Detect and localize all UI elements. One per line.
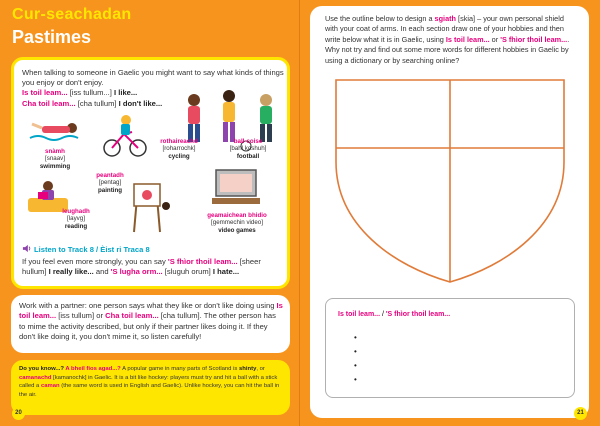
intro-text: When talking to someone in Gaelic you might want to say what kinds of things you enjoy or don't enjoy. Is toil leam... [iss tullum...] I like... Cha toil leam... [cha tullum] I don't like... bbox=[22, 68, 284, 108]
label-cycling: rothaireachd [roharrochk] cycling bbox=[160, 138, 198, 160]
label-video-games: geamaichean bhidio [gemmechin video] video games bbox=[207, 212, 267, 234]
shield-instructions: Use the outline below to design a sgiath [skia] – your own personal shield with your coat of arms. In each section draw one of your hobbies and then write below what it is in Gaelic, using Is toil leam... or 'S fhìor thoil leam.... Why not try and find out some more words for different hobbies in Gaelic by using a dictionary or by searching online? bbox=[325, 14, 570, 65]
partner-activity-panel bbox=[11, 295, 290, 353]
page-number-left: 20 bbox=[12, 407, 25, 420]
answer-bullet[interactable]: • bbox=[354, 361, 357, 370]
speaker-icon bbox=[22, 244, 31, 253]
label-swimming: snàmh [snaav] swimming bbox=[39, 148, 71, 170]
video-games-illustration bbox=[210, 164, 262, 208]
answer-box-heading: Is toil leam... / 'S fhìor thoil leam... bbox=[338, 311, 451, 318]
answer-bullet[interactable]: • bbox=[354, 375, 357, 384]
page-number-right: 21 bbox=[574, 407, 587, 420]
right-page bbox=[300, 0, 600, 426]
answer-bullet[interactable]: • bbox=[354, 333, 357, 342]
listen-track[interactable]: Listen to Track 8 / Èist ri Traca 8 bbox=[22, 244, 150, 254]
title-gaelic: Cur-seachadan bbox=[12, 6, 132, 23]
strong-feelings-text: If you feel even more strongly, you can say 'S fhìor thoil leam... [sheer hullum] I really like... and 'S lugha orm... [sluguh orum] I hate... bbox=[22, 257, 261, 277]
partner-activity-text: Work with a partner: one person says what they like or don't like doing using Is toil leam... [iss tullum] or Cha toil leam... [cha tullum]. The other person has to mime the activity described, but only if their partner likes doing it. If they don't like doing it, you don't mime it, so listen carefully! bbox=[19, 301, 283, 342]
painter-illustration bbox=[130, 176, 170, 236]
answer-list bbox=[354, 331, 357, 387]
label-football: ball-coise [bahl koshuh] football bbox=[229, 138, 267, 160]
shield-outline[interactable] bbox=[330, 76, 570, 286]
swimmer-illustration bbox=[28, 118, 84, 146]
answer-box[interactable] bbox=[325, 298, 575, 398]
answer-bullet[interactable]: • bbox=[354, 347, 357, 356]
vocabulary-panel bbox=[11, 57, 290, 289]
shield-activity-panel bbox=[310, 6, 589, 418]
did-you-know-panel bbox=[11, 360, 290, 415]
did-you-know-text: Do you know...? A bheil fios agad...? A popular game in many parts of Scotland is shinty, or camanachd [kamanochk] in Gaelic. It is a bit like hockey: players must try and hit a ball with a stick called a caman (the same word is used in English and Gaelic). Unlike hockey, you can hit the ball in the air. bbox=[19, 366, 280, 398]
title-english: Pastimes bbox=[12, 27, 92, 47]
label-reading: leughadh [layvg] reading bbox=[62, 208, 90, 230]
label-painting: peantadh [pentag] painting bbox=[96, 172, 124, 194]
cyclist-illustration bbox=[102, 114, 148, 158]
